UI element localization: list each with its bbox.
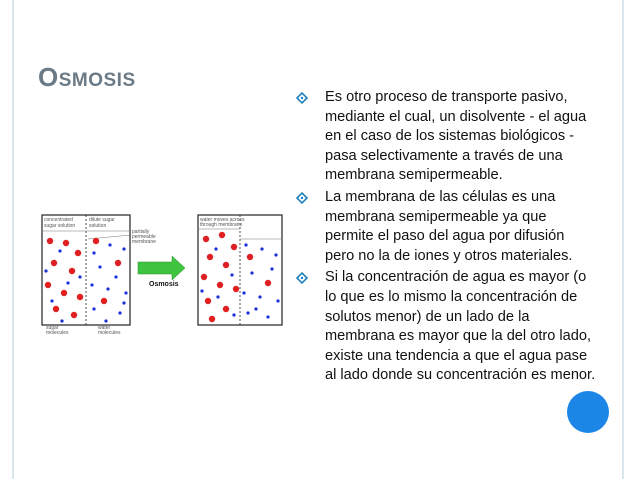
water-molecule [78, 275, 81, 278]
water-molecule [108, 243, 111, 246]
water-molecule [270, 267, 273, 270]
title-rest: SMOSIS [58, 70, 136, 91]
water-molecule [214, 247, 217, 250]
svg-text:partially: partially [132, 229, 150, 235]
water-molecule [60, 319, 63, 322]
water-molecule [232, 313, 235, 316]
sugar-molecule [265, 280, 271, 286]
svg-text:sugar: sugar [46, 325, 59, 331]
sugar-molecule [247, 254, 253, 260]
osmosis-diagram-svg [36, 205, 288, 340]
water-molecule [104, 319, 107, 322]
osmosis-arrow [138, 256, 185, 288]
bullet-text: Si la concentración de agua es mayor (o lo que es lo mismo la concentración de solutos menor) de un lado de la membrana es mayor que la del otro lado, existe una tendencia a que el agua pase al lado donde su concentración es menor. [325, 269, 596, 384]
water-molecule [200, 289, 203, 292]
water-molecule [44, 269, 47, 272]
beaker-before [42, 215, 156, 336]
water-molecule [254, 307, 257, 310]
bullet-item [296, 88, 596, 186]
water-molecule [92, 307, 95, 310]
sugar-molecule [207, 254, 213, 260]
water-molecule [244, 243, 247, 246]
bullet-item [296, 268, 596, 386]
svg-text:water moves across: water moves across [200, 217, 245, 223]
water-molecule [50, 299, 53, 302]
water-molecule [230, 273, 233, 276]
bullet-text: Es otro proceso de transporte pasivo, mediante el cual, un disolvente - el agua en el caso de los sistemas biológicos - pasa selectivamente a través de una membrana semipermeable. [325, 89, 587, 184]
beaker-after [198, 215, 282, 325]
sugar-molecule [205, 298, 211, 304]
water-molecule [92, 251, 95, 254]
slide-title [38, 62, 136, 93]
sugar-molecule [53, 306, 59, 312]
water-molecule [90, 283, 93, 286]
svg-text:membrane: membrane [132, 239, 156, 245]
sugar-molecule [223, 262, 229, 268]
osmosis-diagram [36, 205, 288, 340]
water-molecule [58, 249, 61, 252]
svg-text:water: water [98, 325, 111, 331]
svg-text:through membrane: through membrane [200, 222, 243, 228]
bullet-text: La membrana de las células es una membrana semipermeable ya que permite el paso del agua por difusión pero no la de iones y otros materiales. [325, 188, 573, 264]
svg-text:permeable: permeable [132, 234, 156, 240]
water-molecule [124, 291, 127, 294]
sugar-molecule [201, 274, 207, 280]
osmosis-arrow-label: Osmosis [149, 281, 179, 288]
sugar-molecule [233, 286, 239, 292]
water-molecule [266, 315, 269, 318]
svg-text:dilute sugar: dilute sugar [89, 217, 115, 223]
sugar-molecule [223, 306, 229, 312]
water-molecule [118, 311, 121, 314]
water-molecule [122, 301, 125, 304]
water-molecule [260, 247, 263, 250]
sugar-molecule [47, 238, 53, 244]
bullet-list [296, 88, 596, 388]
water-molecule [250, 271, 253, 274]
sugar-molecule [231, 244, 237, 250]
title-capital: O [38, 62, 59, 92]
svg-text:sugar solution: sugar solution [44, 223, 76, 229]
water-molecule [276, 299, 279, 302]
sugar-molecule [71, 312, 77, 318]
sugar-molecule [203, 236, 209, 242]
slide-frame-left [12, 0, 14, 479]
sugar-molecule [45, 282, 51, 288]
sugar-molecule [69, 268, 75, 274]
sugar-molecule [209, 316, 215, 322]
water-molecule [216, 295, 219, 298]
svg-text:concentrated: concentrated [44, 217, 73, 223]
svg-text:solution: solution [89, 223, 107, 229]
sugar-molecule [115, 260, 121, 266]
water-molecule [106, 287, 109, 290]
slide-frame-right [622, 0, 624, 479]
hollow-diamond-icon [296, 272, 308, 284]
water-molecule [114, 275, 117, 278]
water-molecule [122, 247, 125, 250]
water-molecule [246, 311, 249, 314]
water-molecule [274, 253, 277, 256]
sugar-molecule [51, 260, 57, 266]
sugar-molecule [77, 294, 83, 300]
sugar-molecule [101, 298, 107, 304]
hollow-diamond-icon [296, 92, 308, 104]
sugar-molecule [219, 232, 225, 238]
water-molecule [258, 295, 261, 298]
sugar-molecule [61, 290, 67, 296]
sugar-molecule [93, 238, 99, 244]
bullet-item [296, 188, 596, 266]
sugar-molecule [63, 240, 69, 246]
water-molecule [242, 291, 245, 294]
svg-text:molecules: molecules [46, 330, 69, 336]
water-molecule [66, 281, 69, 284]
decorative-blue-circle [567, 391, 609, 433]
svg-text:molecules: molecules [98, 330, 121, 336]
hollow-diamond-icon [296, 192, 308, 204]
sugar-molecule [75, 250, 81, 256]
sugar-molecule [217, 282, 223, 288]
water-molecule [98, 265, 101, 268]
